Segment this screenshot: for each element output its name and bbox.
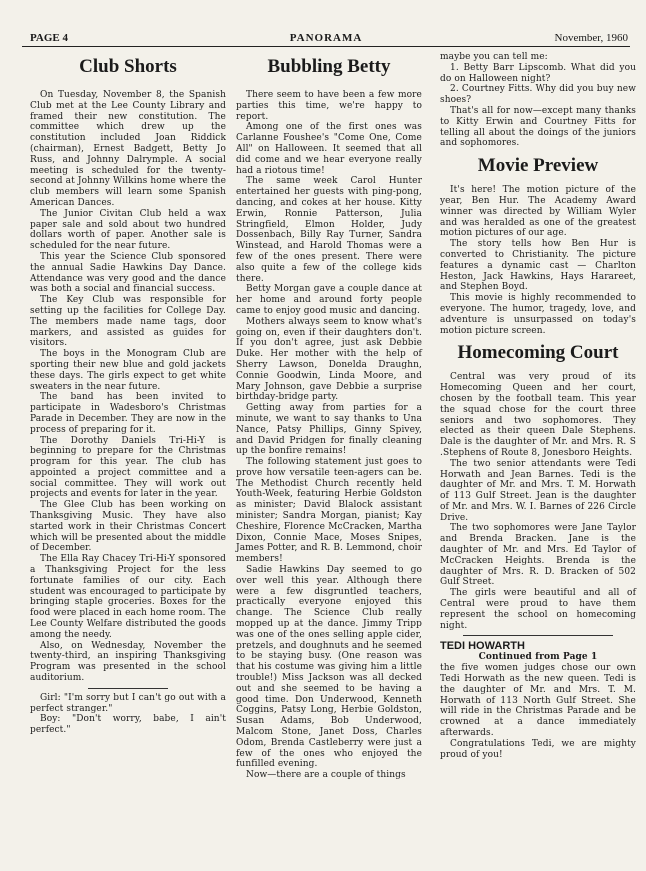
homecoming-paragraph: The girls were beautiful and all of Central were proud to have them represent the school on homecoming night. xyxy=(440,588,636,631)
betty-paragraph: Sadie Hawkins Day seemed to go over well this year. Although there were a few disgruntled teachers, practically everyone enjoyed this change. The Science Club really mopped up at the dance. Jimmy Tripp was one of the ones selling apple cider, pretzels, and doughnuts and he seemed to be staying busy. (One reason was that his costume was giving him a little trouble!) Miss Jackson was all decked out and she seemed to be having a good time. Don Underwood, Kenneth Coggins, Patsy Long, Herbie Goldston, Susan Adams, Bob Underwood, Malcom Stone, Janet Doss, Charles Odom, Brenda Castleberry were just a few of the ones who enjoyed the funfilled evening. xyxy=(236,565,422,770)
betty-question-1: 1. Betty Barr Lipscomb. What did you do on Halloween night? xyxy=(440,62,636,84)
joke-girl: Girl: "I'm sorry but I can't go out with a perfect stranger." xyxy=(30,692,226,714)
club-shorts-paragraph: The Junior Civitan Club held a wax paper sale and sold about two hundred dollars worth of paper. Another sale is scheduled for the near future. xyxy=(30,208,226,252)
bubbling-betty-title: Bubbling Betty xyxy=(267,56,391,77)
betty-paragraph: Mothers always seem to know what's going on, even if their daughters don't. If you don't agree, just ask Debbie Duke. Her mother with the help of Sherry Lawson, Donelda Draughn, Connie Goodwin, Linda Moore, and Mary Johnson, gave Debbie a surprise birthday-bridge party. xyxy=(236,316,422,403)
movie-paragraph: The story tells how Ben Hur is converted to Christianity. The picture features a dynamic cast — Charlton Heston, Jack Hawkins, Hays Harareet, and Stephen Boyd. xyxy=(440,239,636,293)
movie-preview-title: Movie Preview xyxy=(477,155,599,177)
page-number: PAGE 4 xyxy=(30,32,68,44)
betty-paragraph: Now—there are a couple of things xyxy=(246,770,406,781)
continued-note: Continued from Page 1 xyxy=(478,652,598,663)
club-shorts-paragraph: On Tuesday, November 8, the Spanish Club met at the Lee County Library and framed their new constitution. The committee which drew up the constitution included Joan Riddick (chairman), Ernest Badgett, Betty Jo Russ, and Johnny Dalrymple. A social meeting is scheduled for the twenty-second at Johnny Wilkins home where the club members will learn some Spanish American Dances. xyxy=(30,90,226,208)
club-shorts-paragraph: The Glee Club has been working on Thanksgiving Music. They have also started work in their Christmas Concert which will be presented about the middle of December. xyxy=(30,500,226,554)
masthead xyxy=(22,30,630,47)
club-shorts-paragraph: This year the Science Club sponsored the annual Sadie Hawkins Day Dance. Attendance was very good and the dance was both a social and financial success. xyxy=(30,251,226,295)
betty-question-2: 2. Courtney Fitts. Why did you buy new shoes? xyxy=(440,84,636,106)
club-shorts-paragraph: The Key Club was responsible for setting up the facilities for College Day. The members made name tags, door markers, and assisted as guides for visitors. xyxy=(30,295,226,349)
divider xyxy=(463,635,613,636)
movie-paragraph: It's here! The motion picture of the year, Ben Hur. The Academy Award winner was directed by William Wyler and was heralded as one of the greatest motion pictures of our age. xyxy=(440,185,636,239)
betty-paragraph: The following statement just goes to prove how versatile teen-agers can be. The Methodist Church recently held Youth-Week, featuring Herbie Goldston as minister; David Blalock assistant minister; Sandra Morgan, pianist; Kay Cheshire, Florence McCracken, Martha Dixon, Connie Mace, Moses Snipes, James Potter, and R. B. Lemmond, choir members! xyxy=(236,457,422,565)
homecoming-court-title: Homecoming Court xyxy=(457,342,619,364)
betty-paragraph: Betty Morgan gave a couple dance at her home and around forty people came to enjoy good music and dancing. xyxy=(236,284,422,316)
column-bubbling-betty xyxy=(236,50,422,781)
club-shorts-paragraph: The Dorothy Daniels Tri-Hi-Y is beginning to prepare for the Christmas program for this year. The club has appointed a project committee and a social committee. They will work out projects and events for later in the year. xyxy=(30,435,226,500)
tedi-howarth-title: TEDI HOWARTH xyxy=(440,640,525,653)
issue-date: November, 1960 xyxy=(554,32,628,44)
column-club-shorts xyxy=(30,50,226,736)
divider xyxy=(88,688,168,689)
club-shorts-paragraph: The Ella Ray Chacey Tri-Hi-Y sponsored a Thanksgiving Project for the less fortunate families of our city. Each student was encouraged to participate by bringing staple groceries. Boxes for the food were placed in each home room. The Lee County Welfare distributed the goods among the needy. xyxy=(30,554,226,640)
betty-paragraph: There seem to have been a few more parties this time, we're happy to report. xyxy=(236,90,422,122)
movie-paragraph: This movie is highly recommended to everyone. The humor, tragedy, love, and adventure is unsurpassed on today's motion picture screen. xyxy=(440,293,636,336)
betty-continued: maybe you can tell me: xyxy=(440,52,548,62)
club-shorts-paragraph: The boys in the Monogram Club are sporting their new blue and gold jackets these days. The girls expect to get white sweaters in the near future. xyxy=(30,349,226,392)
betty-paragraph: Getting away from parties for a minute, we want to say thanks to Una Nance, Patsy Phillips, Ginny Spivey, and David Pridgen for finally cleaning up the bonfire remains! xyxy=(236,403,422,457)
club-shorts-title: Club Shorts xyxy=(79,56,177,77)
club-shorts-paragraph: The band has been invited to participate in Wadesboro's Christmas Parade in December. They are now in the process of preparing for it. xyxy=(30,392,226,435)
joke-boy: Boy: "Don't worry, babe, I ain't perfect." xyxy=(30,714,226,736)
tedi-paragraph: the five women judges chose our own Tedi Horwath as the new queen. Tedi is the daughter of Mr. and Mrs. T. M. Horwath of 113 North Gulf Street. She will ride in the Christmas Parade and be crowned at a dance immediately afterwards. xyxy=(440,663,636,739)
newspaper-title: PANORAMA xyxy=(289,32,363,44)
tedi-paragraph: Congratulations Tedi, we are mighty proud of you! xyxy=(440,738,636,760)
betty-paragraph: The same week Carol Hunter entertained her guests with ping-pong, dancing, and cokes at her house. Kitty Erwin, Ronnie Patterson, Julia Stringfield, Elmon Holder, Judy Dossenbach, Billy Ray Turner, Sandra Winstead, and Harold Thomas were a few of the ones present. There were also quite a few of the college kids there. xyxy=(236,176,422,284)
betty-paragraph: Among one of the first ones was Carlanne Foushee's "Come One, Come All" on Halloween. It seemed that all did come and we hear everyone really had a riotous time! xyxy=(236,122,422,176)
column-right xyxy=(440,52,636,760)
club-shorts-paragraph: Also, on Wednesday, November the twenty-third, an inspiring Thanksgiving Program was presented in the school auditorium. xyxy=(30,640,226,684)
homecoming-paragraph: The two sophomores were Jane Taylor and Brenda Bracken. Jane is the daughter of Mr. and Mrs. Ed Taylor of McCracken Heights. Brenda is the daughter of Mrs. R. D. Bracken of 502 Gulf Street. xyxy=(440,523,636,588)
homecoming-paragraph: The two senior attendants were Tedi Horwath and Jean Barnes. Tedi is the daughter of Mr. and Mrs. T. M. Horwath of 113 Gulf Street. Jean is the daughter of Mr. and Mrs. W. I. Barnes of 226 Circle Drive. xyxy=(440,458,636,523)
betty-closing: That's all for now—except many thanks to Kitty Erwin and Courtney Fitts for telling all about the doings of the juniors and sophomores. xyxy=(440,105,636,149)
homecoming-paragraph: Central was very proud of its Homecoming Queen and her court, chosen by the football team. This year the squad chose for the court three seniors and two sophomores. They elected as their queen Dale Stephens. Dale is the daughter of Mr. and Mrs. R. S .Stephens of Route 8, Jonesboro Heights. xyxy=(440,372,636,458)
